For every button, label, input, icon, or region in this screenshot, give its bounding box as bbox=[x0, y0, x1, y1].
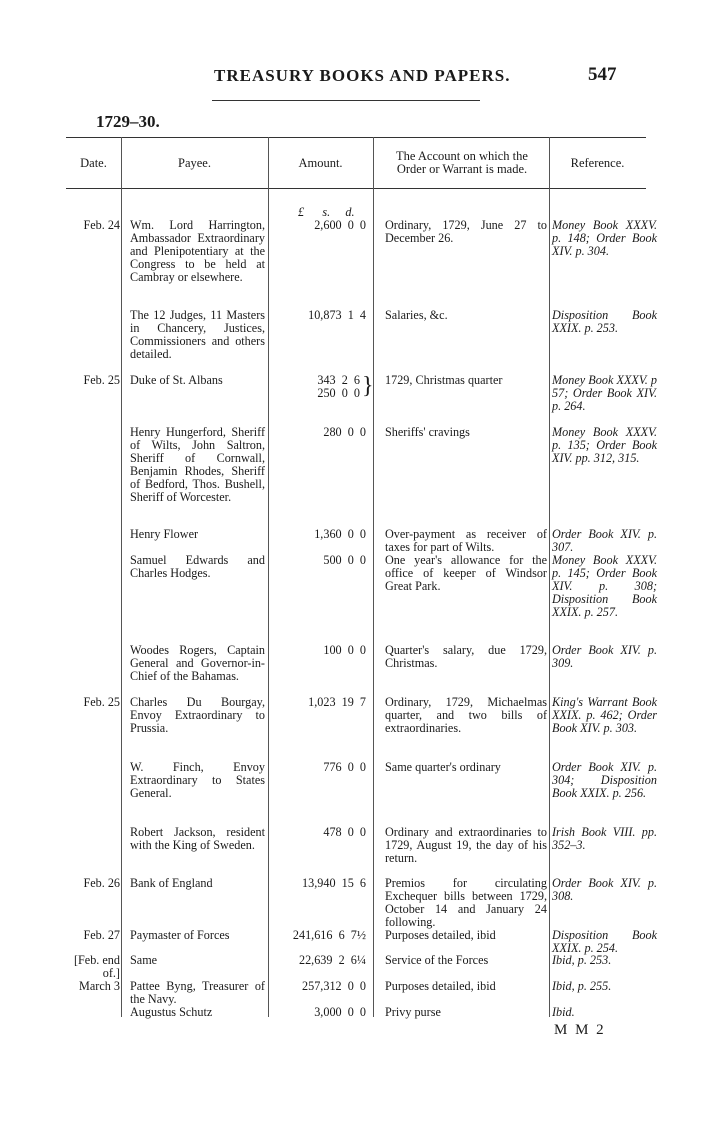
row-reference: Money Book XXXV. p 57; Order Book XIV. p. 264. bbox=[552, 373, 657, 413]
column-header-date: Date. bbox=[80, 156, 107, 170]
row-date: Feb. 26 bbox=[83, 876, 120, 890]
row-amount: 3,000 0 0 bbox=[314, 1005, 366, 1019]
pounds-unit: £ bbox=[298, 205, 305, 219]
signature-mark: M M 2 bbox=[554, 1022, 606, 1038]
column-header-amount: Amount. bbox=[298, 156, 343, 170]
row-payee: Bank of England bbox=[130, 876, 213, 890]
row-amount: 10,873 1 4 bbox=[308, 308, 366, 322]
column-divider bbox=[373, 137, 374, 1017]
row-date: [Feb. end of.] bbox=[73, 953, 120, 980]
row-account: Over-payment as receiver of taxes for part of Wilts. bbox=[385, 527, 547, 554]
table-top-rule bbox=[66, 137, 646, 138]
row-account: Ordinary, 1729, June 27 to December 26. bbox=[385, 218, 547, 245]
row-payee: Henry Flower bbox=[130, 527, 199, 541]
row-payee: Woodes Rogers, Captain General and Governor-in-Chief of the Bahamas. bbox=[130, 643, 265, 683]
row-reference: Order Book XIV. p. 307. bbox=[552, 527, 657, 554]
row-reference: Money Book XXXV. p. 145; Order Book XIV. p. 308; Disposition Book XXIX. p. 257. bbox=[552, 553, 657, 619]
row-reference: Order Book XIV. p. 304; Disposition Book XXIX. p. 256. bbox=[552, 760, 657, 800]
row-account: Premios for circulating Exchequer bills between 1729, October 14 and January 24 following. bbox=[385, 876, 547, 929]
row-amount: 257,312 0 0 bbox=[302, 979, 366, 993]
row-payee: W. Finch, Envoy Extraordinary to States General. bbox=[130, 760, 265, 800]
row-amount: 100 0 0 bbox=[323, 643, 366, 657]
row-amount: 1,360 0 0 bbox=[314, 527, 366, 541]
row-reference: Irish Book VIII. pp. 352–3. bbox=[552, 825, 657, 852]
row-payee: The 12 Judges, 11 Masters in Chancery, Justices, Commissioners and others detailed. bbox=[130, 308, 265, 361]
row-reference: Order Book XIV. p. 308. bbox=[552, 876, 657, 903]
year-label: 1729–30. bbox=[96, 112, 160, 131]
row-account: Privy purse bbox=[385, 1005, 441, 1019]
shillings-unit: s. bbox=[322, 205, 331, 219]
row-date: Feb. 27 bbox=[83, 928, 120, 942]
row-payee: Henry Hungerford, Sheriff of Wilts, John Saltron, Sheriff of Cornwall, Benjamin Rhodes, Sheriff of Bedford, Thos. Bushell, Sheriff of Worcester. bbox=[130, 425, 265, 504]
row-payee: Augustus Schutz bbox=[130, 1005, 213, 1019]
row-account: Service of the Forces bbox=[385, 953, 489, 967]
running-head bbox=[0, 66, 720, 96]
row-amount: 22,639 2 6¼ bbox=[298, 953, 366, 967]
row-reference: King's Warrant Book XXIX. p. 462; Order Book XIV. p. 303. bbox=[552, 695, 657, 735]
row-reference: Ibid, p. 255. bbox=[552, 979, 612, 993]
row-reference: Order Book XIV. p. 309. bbox=[552, 643, 657, 670]
row-date: Feb. 24 bbox=[83, 218, 120, 232]
row-date: Feb. 25 bbox=[83, 695, 120, 709]
row-account: Purposes detailed, ibid bbox=[385, 928, 496, 942]
row-reference: Money Book XXXV. p. 135; Order Book XIV. pp. 312, 315. bbox=[552, 425, 657, 465]
row-account: 1729, Christmas quarter bbox=[385, 373, 503, 387]
column-header-reference: Reference. bbox=[570, 156, 625, 170]
row-account: Same quarter's ordinary bbox=[385, 760, 501, 774]
column-divider bbox=[549, 137, 550, 1017]
row-payee: Charles Du Bourgay, Envoy Extraordinary to Prussia. bbox=[130, 695, 265, 735]
row-payee: Duke of St. Albans bbox=[130, 373, 223, 387]
row-payee: Same bbox=[130, 953, 158, 967]
row-reference: Disposition Book XXIX. p. 254. bbox=[552, 928, 657, 955]
row-account: Sheriffs' cravings bbox=[385, 425, 470, 439]
column-header-account: The Account on which the Order or Warrant is made. bbox=[396, 149, 528, 176]
row-account: One year's allowance for the office of keeper of Windsor Great Park. bbox=[385, 553, 547, 593]
row-amount: 2,600 0 0 bbox=[314, 218, 366, 232]
row-date: March 3 bbox=[79, 979, 120, 993]
amount-brace: } bbox=[362, 373, 374, 399]
row-account: Purposes detailed, ibid bbox=[385, 979, 496, 993]
row-amount: 343 2 6 bbox=[317, 373, 360, 387]
column-divider bbox=[121, 137, 122, 1017]
row-amount: 478 0 0 bbox=[323, 825, 366, 839]
row-account: Ordinary and extraordinaries to 1729, August 19, the day of his return. bbox=[385, 825, 547, 865]
row-account: Salaries, &c. bbox=[385, 308, 448, 322]
row-amount: 13,940 15 6 bbox=[302, 876, 366, 890]
row-amount-second: 250 0 0 bbox=[317, 386, 360, 400]
row-payee: Samuel Edwards and Charles Hodges. bbox=[130, 553, 265, 580]
header-title: TREASURY BOOKS AND PAPERS. bbox=[214, 66, 511, 85]
row-reference: Ibid, p. 253. bbox=[552, 953, 612, 967]
row-amount: 280 0 0 bbox=[323, 425, 366, 439]
row-amount: 1,023 19 7 bbox=[308, 695, 366, 709]
column-header-payee: Payee. bbox=[178, 156, 211, 170]
row-date: Feb. 25 bbox=[83, 373, 120, 387]
pence-unit: d. bbox=[345, 205, 355, 219]
row-account: Ordinary, 1729, Michaelmas quarter, and two bills of extraordinaries. bbox=[385, 695, 547, 735]
row-payee: Pattee Byng, Treasurer of the Navy. bbox=[130, 979, 265, 1006]
table-header-rule bbox=[66, 188, 646, 189]
column-divider bbox=[268, 137, 269, 1017]
row-payee: Robert Jackson, resident with the King of Sweden. bbox=[130, 825, 265, 852]
row-reference: Disposition Book XXIX. p. 253. bbox=[552, 308, 657, 335]
page-number: 547 bbox=[588, 64, 617, 85]
row-reference: Money Book XXXV. p. 148; Order Book XIV. p. 304. bbox=[552, 218, 657, 258]
row-account: Quarter's salary, due 1729, Christmas. bbox=[385, 643, 547, 670]
header-rule bbox=[212, 100, 480, 101]
row-payee: Wm. Lord Harrington, Ambassador Extraordinary and Plenipotentiary at the Congress to be held at Cambray or elsewhere. bbox=[130, 218, 265, 284]
row-amount: 500 0 0 bbox=[323, 553, 366, 567]
row-amount: 776 0 0 bbox=[323, 760, 366, 774]
row-payee: Paymaster of Forces bbox=[130, 928, 230, 942]
row-reference: Ibid. bbox=[552, 1005, 575, 1019]
row-amount: 241,616 6 7½ bbox=[292, 928, 366, 942]
